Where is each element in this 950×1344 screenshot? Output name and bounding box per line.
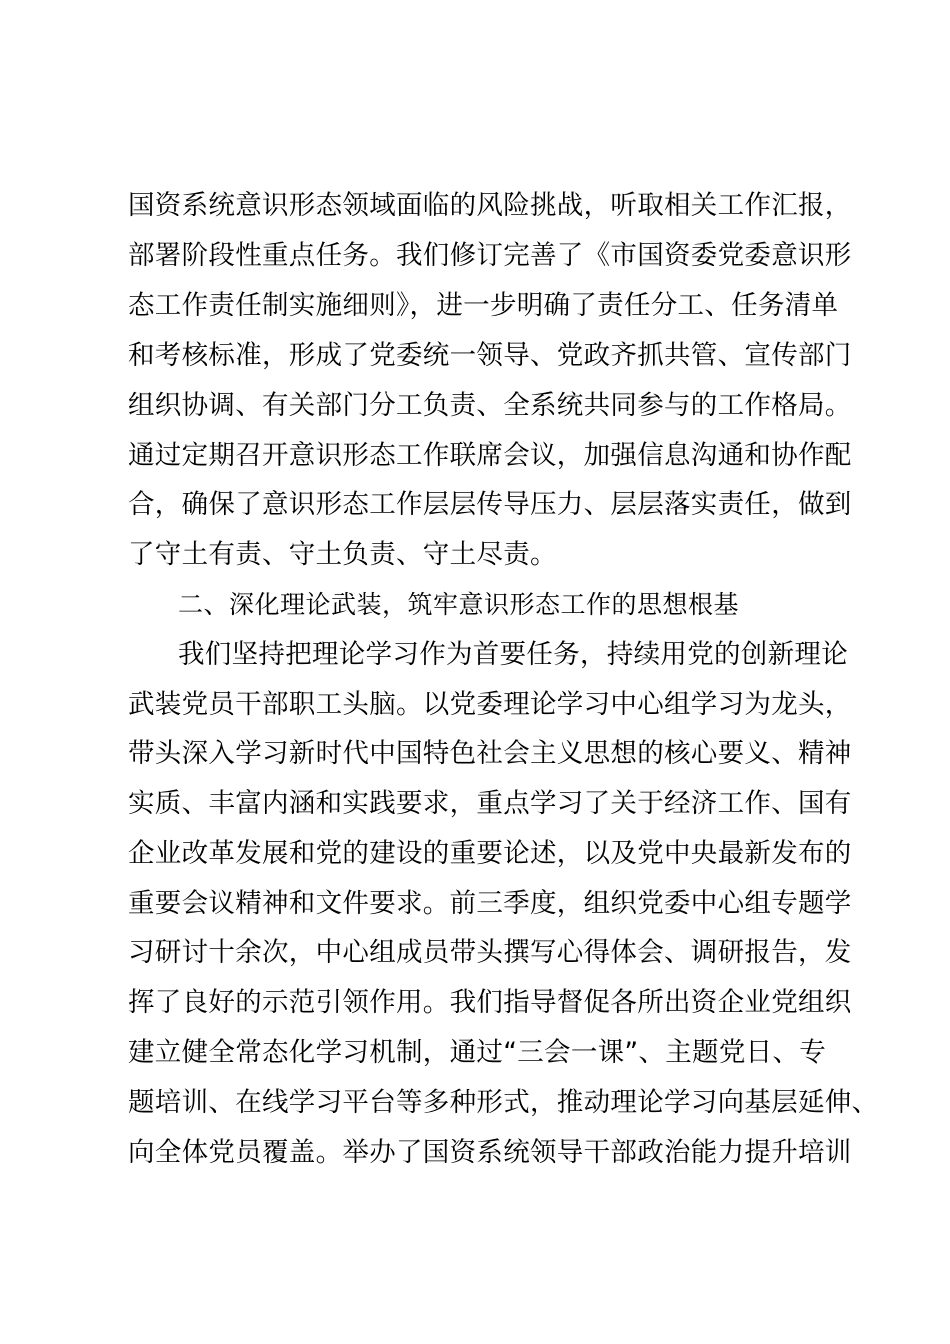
body-text-line: 习研讨十余次，中心组成员带头撰写心得体会、调研报告，发 [128, 937, 852, 968]
body-text-line: 合，确保了意识形态工作层层传导压力、层层落实责任，做到 [128, 489, 852, 520]
body-text-line: 建立健全常态化学习机制，通过“三会一课”、主题党日、专 [128, 1037, 827, 1068]
body-text-line: 组织协调、有关部门分工负责、全系统共同参与的工作格局。 [128, 390, 852, 421]
body-text-line: 题培训、在线学习平台等多种形式，推动理论学习向基层延伸、 [128, 1087, 879, 1118]
body-text-line: 企业改革发展和党的建设的重要论述，以及党中央最新发布的 [128, 838, 852, 869]
body-text-line: 态工作责任制实施细则》，进一步明确了责任分工、任务清单 [128, 290, 839, 321]
body-text-line: 和考核标准，形成了党委统一领导、党政齐抓共管、宣传部门 [128, 340, 852, 371]
body-text-line: 挥了良好的示范引领作用。我们指导督促各所出资企业党组织 [128, 987, 852, 1018]
body-text-line: 带头深入学习新时代中国特色社会主义思想的核心要义、精神 [128, 738, 852, 769]
section-heading: 二、深化理论武装，筑牢意识形态工作的思想根基 [178, 590, 740, 619]
body-text-line: 通过定期召开意识形态工作联席会议，加强信息沟通和协作配 [128, 440, 852, 471]
body-text-line: 我们坚持把理论学习作为首要任务，持续用党的创新理论 [178, 639, 848, 670]
body-text-line: 国资系统意识形态领域面临的风险挑战，听取相关工作汇报， [128, 190, 852, 221]
body-text-line: 武装党员干部职工头脑。以党委理论学习中心组学习为龙头， [128, 689, 852, 720]
body-text-line: 重要会议精神和文件要求。前三季度，组织党委中心组专题学 [128, 888, 852, 919]
body-text-line: 了守土有责、守土负责、守土尽责。 [128, 539, 557, 570]
body-text-line: 向全体党员覆盖。举办了国资系统领导干部政治能力提升培训 [128, 1137, 852, 1168]
body-text-line: 实质、丰富内涵和实践要求，重点学习了关于经济工作、国有 [128, 788, 852, 819]
body-text-line: 部署阶段性重点任务。我们修订完善了《市国资委党委意识形 [128, 240, 852, 271]
